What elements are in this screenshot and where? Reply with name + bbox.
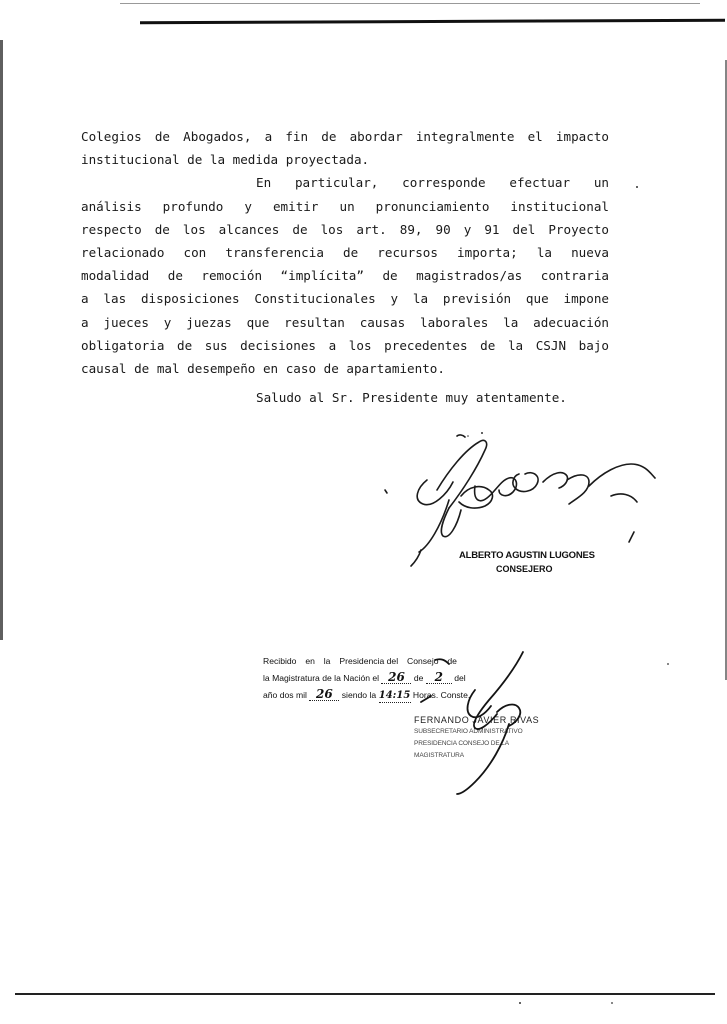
left-scan-edge: [0, 40, 3, 640]
top-faint-rule: [120, 3, 700, 4]
body-line: respecto de los alcances de los art. 89, 90 y 91 del Proyecto: [81, 221, 609, 237]
stamp-year-field: 26: [309, 688, 339, 701]
stamp-text: de: [447, 656, 457, 666]
body-line: institucional de la medida proyectada.: [81, 152, 370, 168]
stamp-month-field: 2: [426, 671, 452, 684]
official-office: PRESIDENCIA CONSEJO DE LA MAGISTRATURA: [414, 740, 509, 759]
stamp-text: Consejo: [406, 656, 439, 666]
stamp-text: siendo la: [341, 690, 377, 700]
body-line: relacionado con transferencia de recursos importa; la nueva: [81, 245, 609, 261]
body-line: causal de mal desempeño en caso de apartamiento.: [81, 361, 445, 377]
stamp-text: de: [413, 673, 424, 683]
body-line: modalidad de remoción “implícita” de magistrados/as contraria: [81, 268, 609, 284]
bottom-rule: [15, 993, 715, 995]
stamp-text: Recibido: [263, 656, 297, 666]
stamp-text: del: [454, 673, 466, 683]
stamp-text: la: [323, 656, 331, 666]
letter-body: [81, 125, 609, 380]
stamp-day-field: 26: [381, 671, 411, 684]
stamp-text: la Magistratura de la Nación el: [263, 673, 380, 683]
official-name: FERNANDO JAVIER RIVAS: [414, 715, 540, 725]
top-rule: [140, 19, 725, 25]
closing-salutation: Saludo al Sr. Presidente muy atentamente.: [256, 390, 567, 405]
official-title: SUBSECRETARIO ADMINISTRATIVO: [414, 728, 523, 735]
body-line: a las disposiciones Constitucionales y la previsión que impone: [81, 291, 609, 307]
body-line: a jueces y juezas que resultan causas laborales la adecuación: [81, 314, 609, 330]
stamp-text: en: [305, 656, 315, 666]
body-line: En particular, corresponde efectuar un: [256, 175, 609, 191]
handwritten-signature-receiver: [405, 650, 565, 800]
body-line: Colegios de Abogados, a fin de abordar integralmente el impacto: [81, 129, 609, 144]
signatory-title: CONSEJERO: [496, 564, 553, 574]
signatory-name: ALBERTO AGUSTIN LUGONES: [459, 550, 595, 561]
stamp-text: Horas. Conste.: [412, 690, 471, 700]
stamp-text: año dos mil: [263, 690, 307, 700]
body-line: análisis profundo y emitir un pronunciamiento institucional: [81, 198, 609, 214]
body-line: obligatoria de sus decisiones a los precedentes de la CSJN bajo: [81, 337, 609, 353]
stamp-time-field: 14:15: [378, 690, 411, 701]
stamp-text: Presidencia del: [339, 656, 399, 666]
